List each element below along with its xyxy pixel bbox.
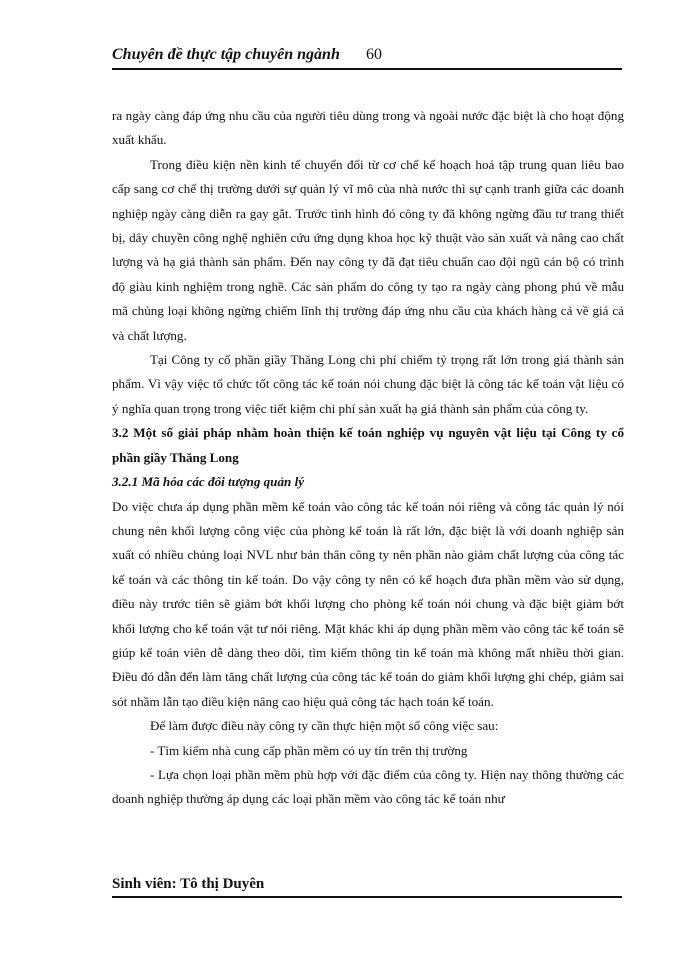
subsection-heading: 3.2.1 Mã hóa các đối tượng quản lý [112, 474, 305, 490]
paragraph: Do việc chưa áp dụng phần mềm kế toán vào công tác kế toán nói riêng và công tác quản lý nói chung nên khối lượng công việc của phòng kế toán là rất lớn, đặc biệt là với doanh nghiệp sản xuất có nhiều chủng loại NVL như bản thân công ty nên phần nào giảm chất lượng của công tác kế toán và các thông tin kế toán. Do vậy công ty nên có kế hoạch đưa phần mềm vào sử dụng, điều này trước tiên sẽ giảm bớt khối lượng cho phòng kế toán nói chung và đặc biệt giảm bớt khối lượng cho kế toán vật tư nói riêng. Mặt khác khi áp dụng phần mềm vào công tác kế toán sẽ giúp kế toán viên dễ dàng theo dõi, tìm kiếm thông tin kế toán mà không mất nhiều thời gian. Điều đó dẫn đến làm tăng chất lượng của công tác kế toán do giảm khối lượng ghi chép, giảm sai sót nhầm lẫn tạo điều kiện nâng cao hiệu quả công tác hạch toán kế toán. [112, 498, 624, 709]
page-footer [112, 876, 622, 898]
list-item: - Lựa chọn loại phần mềm phù hợp với đặc điểm của công ty. Hiện nay thông thường các doanh nghiệp thường áp dụng các loại phần mềm vào công tác kế toán như [112, 766, 624, 807]
document-title: Chuyên đề thực tập chuyên ngành [112, 46, 340, 63]
document-body [112, 104, 624, 812]
page-number: 60 [366, 46, 382, 63]
paragraph: Để làm được điều này công ty cần thực hiện một số công việc sau: [150, 718, 499, 734]
paragraph: ra ngày càng đáp ứng nhu cầu của người tiêu dùng trong và ngoài nước đặc biệt là cho hoạt động xuất khẩu. [112, 108, 624, 148]
paragraph: Trong điều kiện nền kinh tế chuyển đổi từ cơ chế kế hoạch hoá tập trung quan liêu bao cấp sang cơ chế thị trường dưới sự quản lý vĩ mô của nhà nước thì sự cạnh tranh giữa các doanh nghiệp ngày càng diễn ra gay gắt. Trước tình hình đó công ty đã không ngừng đầu tư trang thiết bị, dây chuyền công nghệ nghiên cứu ứng dụng khoa học kỹ thuật vào sản xuất và nâng cao chất lượng và hạ giá thành sản phẩm. Đến nay công ty đã đạt tiêu chuẩn cao đội ngũ cán bộ có trình độ giàu kinh nghiệm trong nghề. Các sản phẩm do công ty tạo ra ngày càng phong phú về mẫu mã chủng loại không ngừng chiếm lĩnh thị trường đáp ứng nhu cầu của khách hàng cả về giá cả và chất lượng. [112, 156, 624, 343]
student-name: Sinh viên: Tô thị Duyên [112, 876, 265, 892]
list-item: - Tìm kiếm nhà cung cấp phần mềm có uy tín trên thị trường [150, 742, 468, 758]
section-heading: 3.2 Một số giải pháp nhằm hoàn thiện kế toán nghiệp vụ nguyên vật liệu tại Công ty cổ phần giầy Thăng Long [112, 425, 624, 465]
paragraph: Tại Công ty cổ phần giầy Thăng Long chi phí chiếm tỷ trọng rất lớn trong giá thành sản phẩm. Vì vậy việc tổ chức tốt công tác kế toán nói chung đặc biệt là công tác kế toán vật liệu có ý nghĩa quan trọng trong việc tiết kiệm chi phí sản xuất hạ giá thành sản phẩm của công ty. [112, 352, 624, 416]
page-header [112, 44, 622, 70]
